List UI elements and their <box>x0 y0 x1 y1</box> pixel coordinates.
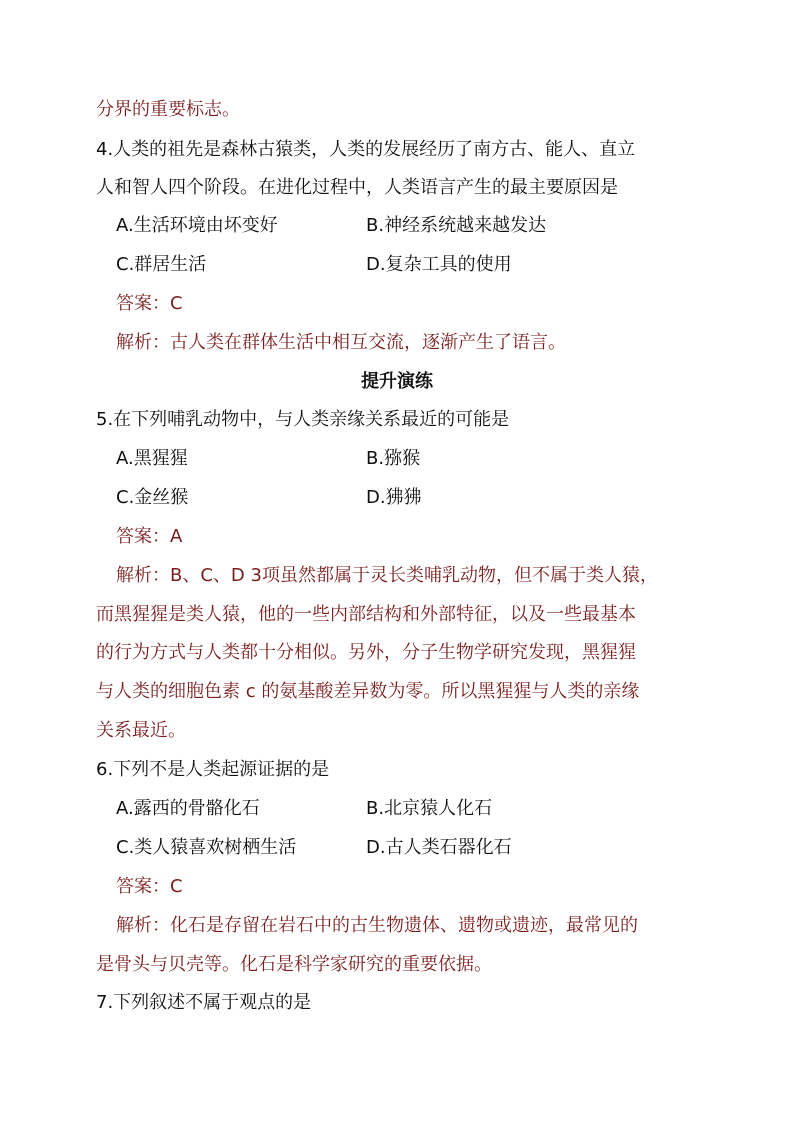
question-5-explanation-line-4: 与人类的细胞色素 c 的氨基酸差异数为零。所以黑猩猩与人类的亲缘 <box>96 681 640 702</box>
question-5-stem: 5.在下列哺乳动物中，与人类亲缘关系最近的可能是 <box>96 409 510 430</box>
question-6-stem: 6.下列不是人类起源证据的是 <box>96 759 330 780</box>
question-5-option-d: D.狒狒 <box>366 487 422 508</box>
question-6-option-d: D.古人类石器化石 <box>366 837 512 858</box>
question-4-answer: 答案：C <box>116 293 183 314</box>
question-5-answer: 答案：A <box>116 526 183 547</box>
question-6-option-b: B.北京猿人化石 <box>366 798 493 819</box>
question-5-explanation-line-2: 而黑猩猩是类人猿，他的一些内部结构和外部特征，以及一些最基本 <box>96 604 636 625</box>
question-4-option-a: A.生活环境由坏变好 <box>116 215 278 236</box>
question-6-option-a: A.露西的骨骼化石 <box>116 798 260 819</box>
question-5-option-a: A.黑猩猩 <box>116 448 188 469</box>
question-7-stem: 7.下列叙述不属于观点的是 <box>96 992 312 1013</box>
question-4-stem-line-1: 4.人类的祖先是森林古猿类，人类的发展经历了南方古、能人、直立 <box>96 139 636 160</box>
paragraph-continuation: 分界的重要标志。 <box>96 99 240 120</box>
question-5-explanation-line-5: 关系最近。 <box>96 720 186 741</box>
question-5-option-c: C.金丝猴 <box>116 487 189 508</box>
question-6-explanation-line-2: 是骨头与贝壳等。化石是科学家研究的重要依据。 <box>96 954 492 975</box>
question-6-option-c: C.类人猿喜欢树栖生活 <box>116 837 297 858</box>
section-heading: 提升演练 <box>361 371 433 392</box>
question-5-explanation-line-1: 解析：B、C、D 3项虽然都属于灵长类哺乳动物，但不属于类人猿， <box>116 565 658 586</box>
question-4-explanation: 解析：古人类在群体生活中相互交流，逐渐产生了语言。 <box>116 332 566 353</box>
question-4-stem-line-2: 人和智人四个阶段。在进化过程中，人类语言产生的最主要原因是 <box>96 177 618 198</box>
question-6-answer: 答案：C <box>116 876 183 897</box>
question-4-option-b: B.神经系统越来越发达 <box>366 215 547 236</box>
question-4-option-c: C.群居生活 <box>116 254 207 275</box>
question-4-option-d: D.复杂工具的使用 <box>366 254 512 275</box>
question-5-explanation-line-3: 的行为方式与人类都十分相似。另外，分子生物学研究发现，黑猩猩 <box>96 642 636 663</box>
question-6-explanation-line-1: 解析：化石是存留在岩石中的古生物遗体、遗物或遗迹，最常见的 <box>116 915 638 936</box>
question-5-option-b: B.猕猴 <box>366 448 421 469</box>
